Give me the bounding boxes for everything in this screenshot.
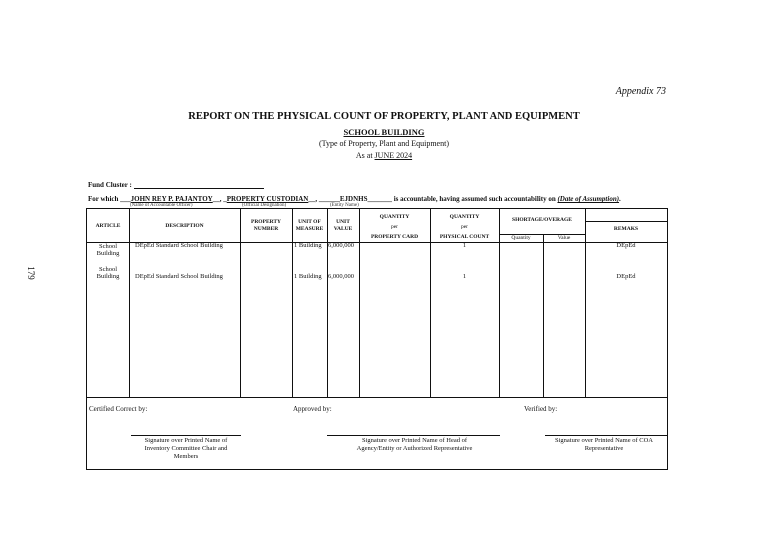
caption-entity: (Entity Name): [330, 203, 359, 208]
type-caption: (Type of Property, Plant and Equipment): [318, 139, 449, 148]
signature-line-head: [327, 435, 500, 436]
signature-head-caption: [317, 437, 512, 453]
table-row-2-remarks: DEpEd: [616, 273, 636, 280]
date-of-assumption: (Date of Assumption): [557, 195, 620, 203]
page-number: 179: [25, 266, 36, 280]
sig2-line2: Agency/Entity or Authorized Representative: [356, 445, 473, 452]
header-unit-measure-line2: MEASURE: [295, 226, 324, 232]
as-at-prefix: As at: [355, 151, 373, 160]
entity-name: EJDNHS: [339, 195, 368, 203]
table-row-2-description: DEpEd Standard School Building: [135, 273, 223, 280]
fund-cluster-label: Fund Cluster :: [88, 181, 132, 189]
report-title: REPORT ON THE PHYSICAL COUNT OF PROPERTY, PLANT AND EQUIPMENT: [188, 111, 580, 122]
table-row-1-article: [87, 243, 129, 257]
header-qty-card-line1: QUANTITY: [379, 214, 410, 220]
sig2-line1: Signature over Printed Name of Head of: [361, 437, 468, 444]
header-qty-count-line2: per: [460, 224, 469, 230]
table-row-1-unit: 1 Building: [294, 242, 322, 249]
header-article: ARTICLE: [95, 223, 121, 229]
header-remarks: REMAKS: [613, 226, 639, 232]
row2-article-line1: School: [98, 266, 118, 273]
certified-correct-label: Certified Correct by:: [89, 405, 148, 413]
table-row-1-remarks: DEpEd: [616, 242, 636, 249]
sig1-line1: Signature over Printed Name of: [144, 437, 228, 444]
for-which-prefix: For which: [88, 195, 119, 203]
header-unit-measure-line1: UNIT OF: [298, 219, 321, 225]
sig1-line3: Members: [173, 453, 199, 460]
ppe-table: [86, 208, 668, 470]
officer-name: JOHN REY P. PAJANTOY: [130, 195, 213, 203]
header-unit-value-line2: VALUE: [333, 226, 353, 232]
signature-committee-caption: [121, 437, 251, 461]
table-row-2-unit: 1 Building: [294, 273, 322, 280]
sig1-line2: Inventory Committee Chair and: [144, 445, 228, 452]
header-qty-card-line3: PROPERTY CARD: [370, 234, 419, 240]
signature-coa-caption: [541, 437, 667, 453]
sig3-line1: Signature over Printed Name of COA: [554, 437, 654, 444]
table-row-1-count: 1: [462, 242, 467, 249]
header-qty-count-line1: QUANTITY: [449, 214, 480, 220]
row2-article-line2: Building: [96, 273, 120, 280]
row1-article-line1: School: [98, 243, 118, 250]
signature-line-committee: [131, 435, 241, 436]
fund-cluster: [88, 181, 264, 189]
table-row-2-value: 6,000,000: [328, 273, 354, 280]
header-property-number-line1: PROPERTY: [250, 219, 282, 225]
officer-designation: PROPERTY CUSTODIAN: [226, 195, 309, 203]
header-qty-physical-count: [430, 212, 499, 242]
header-description: DESCRIPTION: [165, 223, 204, 229]
row1-article-line2: Building: [96, 250, 120, 257]
approved-by-label: Approved by:: [293, 405, 332, 413]
table-row-1-description: DEpEd Standard School Building: [135, 242, 223, 249]
as-at-date: JUNE 2024: [374, 151, 413, 160]
verified-by-label: Verified by:: [524, 405, 558, 413]
table-row-1-value: 6,000,000: [328, 242, 354, 249]
table-row-2-count: 1: [462, 273, 467, 280]
header-unit-value-line1: UNIT: [336, 219, 350, 225]
signature-line-coa: [545, 435, 667, 436]
fund-cluster-blank: [134, 181, 264, 189]
header-property-number: [240, 219, 292, 233]
report-subtitle: SCHOOL BUILDING: [343, 127, 425, 137]
header-unit-of-measure: [292, 219, 327, 233]
header-qty-card-line2: per: [390, 224, 399, 230]
caption-officer: (Name of Accountable Officer): [130, 203, 193, 208]
header-shortage-value: Value: [557, 235, 571, 241]
table-row-2-article: [87, 266, 129, 280]
sig3-line2: Representative: [584, 445, 624, 452]
header-shortage-overage: SHORTAGE/OVERAGE: [512, 217, 572, 223]
header-qty-count-line3: PHYSICAL COUNT: [439, 234, 490, 240]
header-shortage-quantity: Quantity: [511, 235, 531, 241]
accountability-text: is accountable, having assumed such accountability on: [393, 195, 556, 203]
appendix-label: Appendix 73: [615, 86, 666, 97]
caption-designation: (Official Designation): [242, 203, 287, 208]
for-which-line: For which ___JOHN REY P. PAJANTOY__, _PROPERTY CUSTODIAN__, ______EJDNHS_______ is accountable, having assumed such accountability on (Date of Assumption).: [88, 195, 621, 203]
as-at-line: [0, 151, 768, 160]
header-unit-value: [327, 219, 359, 233]
header-qty-property-card: [359, 212, 430, 242]
header-property-number-line2: NUMBER: [253, 226, 279, 232]
